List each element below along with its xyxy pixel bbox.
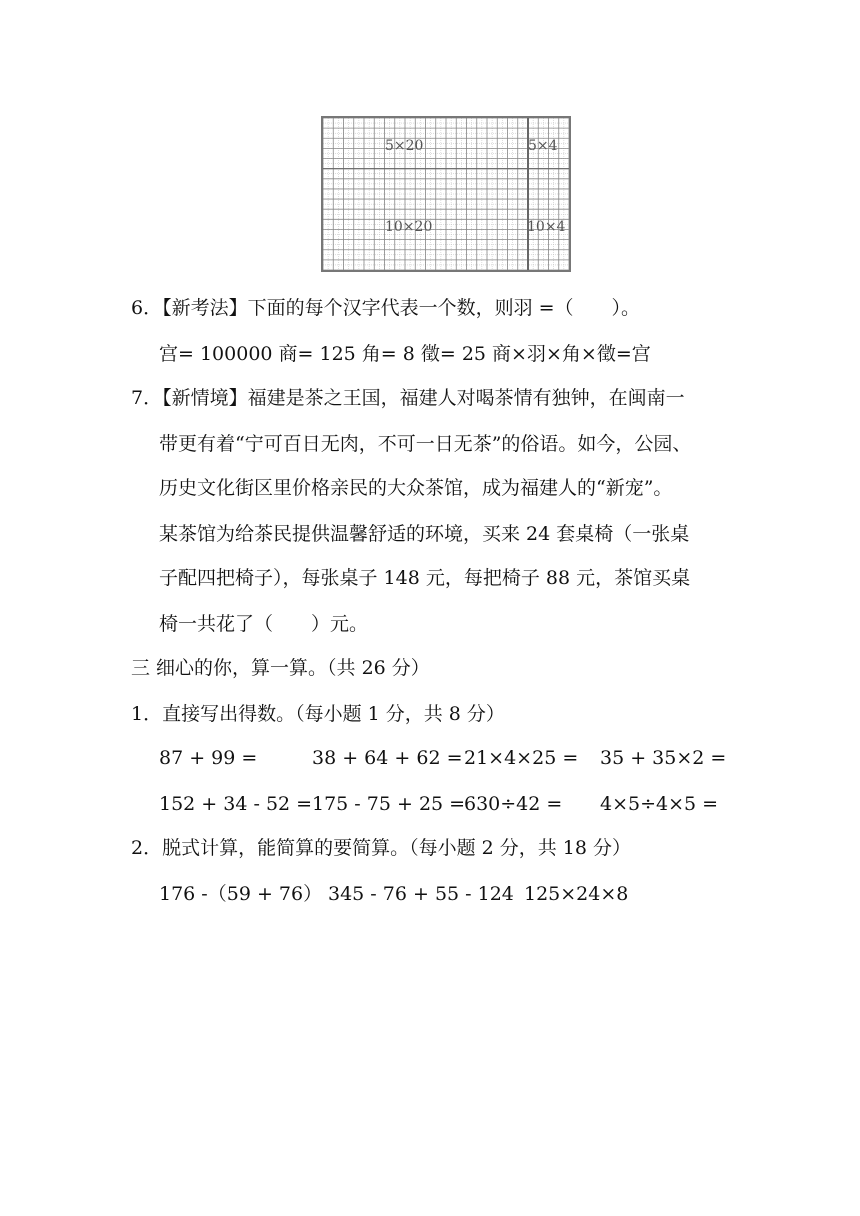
label-5x20: 5×20 bbox=[385, 138, 424, 154]
calc-item: 4×5÷4×5 = bbox=[600, 793, 719, 815]
part1-title: 1．直接写出得数。（每小题 1 分，共 8 分） bbox=[131, 703, 505, 725]
q7-line5: 子配四把椅子），每张桌子 148 元，每把椅子 88 元，茶馆买桌 bbox=[159, 567, 691, 589]
calc-item: 345 - 76 + 55 - 124 bbox=[328, 883, 514, 905]
label-10x4: 10×4 bbox=[527, 219, 566, 235]
calc-item: 125×24×8 bbox=[524, 883, 629, 905]
q7-line4: 某茶馆为给茶民提供温馨舒适的环境，买来 24 套桌椅（一张桌 bbox=[159, 523, 690, 545]
q7-line1: 7．【新情境】福建是茶之王国，福建人对喝茶情有独钟，在闽南一 bbox=[131, 387, 685, 409]
calc-item: 152 + 34 - 52 = bbox=[159, 793, 313, 815]
calc-item: 175 - 75 + 25 = bbox=[312, 793, 466, 815]
section3-title: 三 细心的你，算一算。（共 26 分） bbox=[131, 657, 430, 679]
label-5x4: 5×4 bbox=[528, 138, 558, 154]
calc-item: 35 + 35×2 = bbox=[600, 747, 727, 769]
calc-item: 87 + 99 = bbox=[159, 747, 258, 769]
q6-line2: 宫= 100000 商= 125 角= 8 徵= 25 商×羽×角×徵=宫 bbox=[159, 343, 651, 365]
calc-item: 21×4×25 = bbox=[464, 747, 579, 769]
q7-line6: 椅一共花了（ ）元。 bbox=[159, 613, 369, 635]
label-10x20: 10×20 bbox=[385, 219, 433, 235]
part2-title: 2．脱式计算，能简算的要简算。（每小题 2 分，共 18 分） bbox=[131, 837, 632, 859]
calc-item: 38 + 64 + 62 = bbox=[312, 747, 463, 769]
calc-item: 176 -（59 + 76） bbox=[159, 883, 323, 905]
q7-line3: 历史文化街区里价格亲民的大众茶馆，成为福建人的“新宠”。 bbox=[159, 477, 673, 499]
area-model-figure bbox=[321, 116, 571, 272]
q6-line1: 6．【新考法】下面的每个汉字代表一个数，则羽 =（ ）。 bbox=[131, 297, 641, 319]
calc-item: 630÷42 = bbox=[464, 793, 563, 815]
q7-line2: 带更有着“宁可百日无肉，不可一日无茶”的俗语。如今，公园、 bbox=[159, 433, 692, 455]
